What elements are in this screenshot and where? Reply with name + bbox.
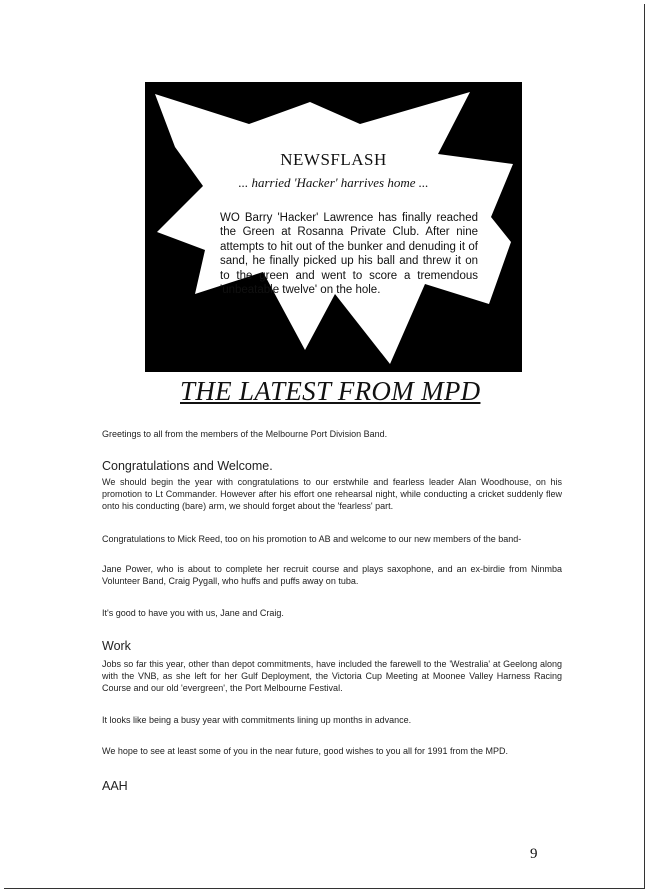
signoff: AAH: [102, 779, 128, 793]
mick-paragraph: Congratulations to Mick Reed, too on his promotion to AB and welcome to our new members of the band-: [102, 534, 522, 544]
alan-paragraph: We should begin the year with congratulations to our erstwhile and fearless leader Alan Woodhouse, on his promotion to Lt Commander. However after his effort one rehearsal night, while conducting a cricket suddenly flew onto his conducting (bare) arm, we should forget about the 'fearless' part.: [102, 477, 562, 511]
welcome-paragraph: It's good to have you with us, Jane and Craig.: [102, 608, 284, 618]
congratulations-heading: Congratulations and Welcome.: [102, 459, 273, 473]
newsflash-title: NEWSFLASH: [280, 150, 387, 169]
newsflash-body: WO Barry 'Hacker' Lawrence has finally reached the Green at Rosanna Private Club. After nine attempts to hit out of the bunker and denuding it of sand, he finally picked up his ball and threw it on to the green and went to score a tremendous 'unbeatable twelve' on the hole.: [220, 212, 478, 297]
newsflash-subtitle: ... harried 'Hacker' harrives home ...: [238, 175, 429, 190]
busy-year-paragraph: It looks like being a busy year with commitments lining up months in advance.: [102, 715, 412, 725]
greeting-paragraph: Greetings to all from the members of the Melbourne Port Division Band.: [102, 429, 388, 439]
work-heading: Work: [102, 639, 131, 653]
article-title: THE LATEST FROM MPD: [180, 376, 481, 406]
page-number: 9: [530, 846, 538, 862]
closing-paragraph: We hope to see at least some of you in the near future, good wishes to you all for 1991 from the MPD.: [102, 746, 509, 756]
jane-craig-paragraph: Jane Power, who is about to complete her recruit course and plays saxophone, and an ex-birdie from Ninmba Volunteer Band, Craig Pygall, who huffs and puffs away on tuba.: [102, 564, 562, 586]
jobs-paragraph: Jobs so far this year, other than depot commitments, have included the farewell to the 'Westralia' at Geelong along with the VNB, as she left for her Gulf Deployment, the Victoria Cup Meeting at Moonee Valley Harness Racing Course and our old 'evergreen', the Port Melbourne Festival.: [102, 659, 562, 693]
